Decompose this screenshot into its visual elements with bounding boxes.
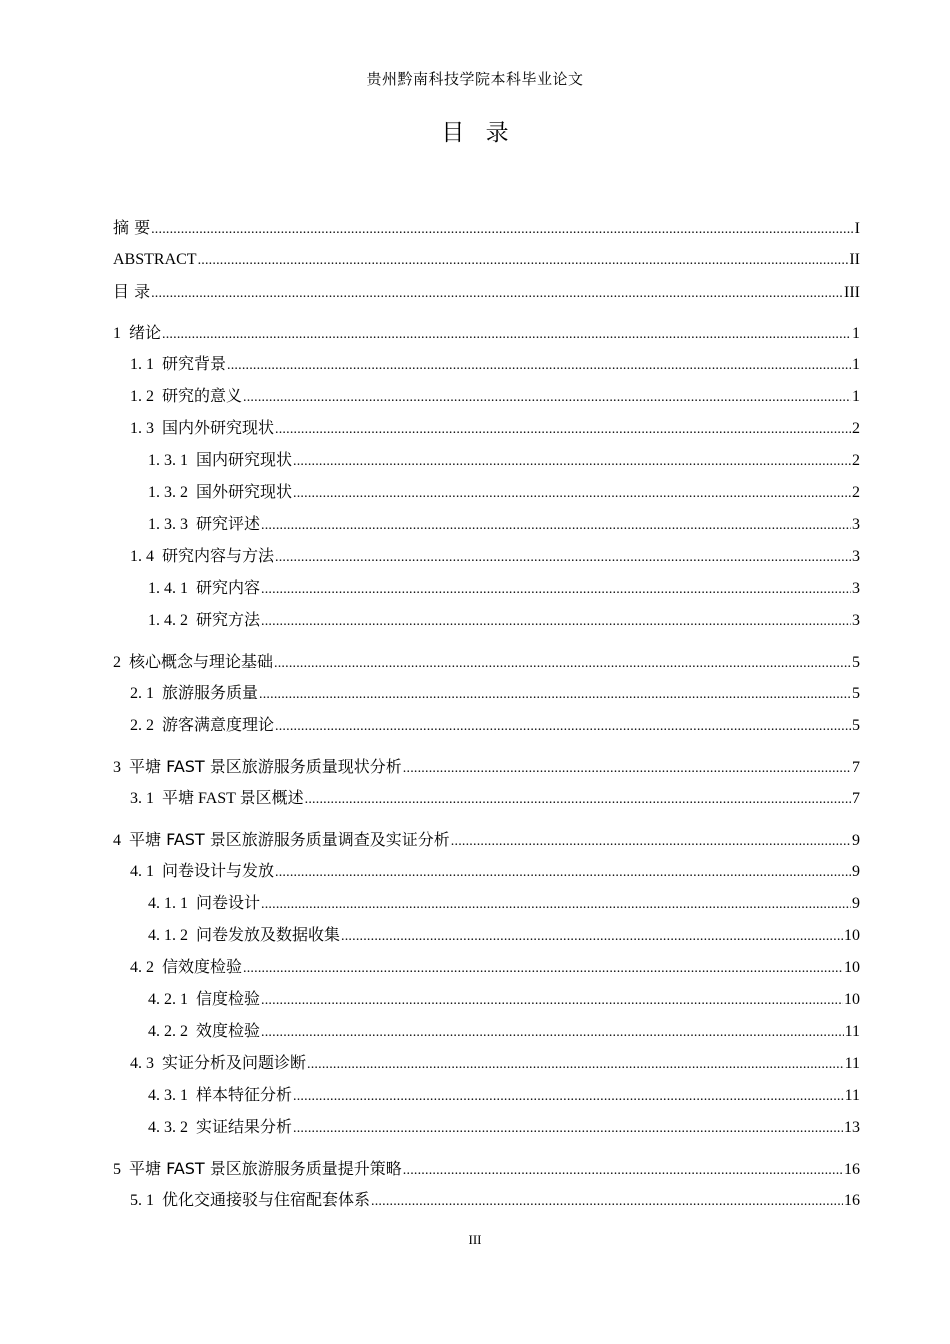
toc-entry-number: 4. 1. 2 [148, 927, 188, 944]
toc-entry[interactable] [113, 783, 860, 815]
toc-entry-page: 7 [852, 790, 860, 807]
toc-entry-page: 16 [844, 1161, 860, 1178]
toc-entry-page: II [849, 251, 860, 268]
toc-entry[interactable] [113, 678, 860, 710]
toc-entry-page: 11 [844, 1055, 860, 1072]
toc-entry-number: 3. 1 [130, 790, 154, 807]
toc-entry-number: 1. 3 [130, 420, 154, 437]
toc-entry[interactable] [113, 212, 860, 244]
toc-entry-page: 1 [852, 325, 860, 342]
toc-entry-page: 3 [852, 548, 860, 565]
dot-leader [151, 214, 854, 246]
toc-entry-page: 2 [852, 420, 860, 437]
toc-entry[interactable] [113, 477, 860, 509]
toc-entry-number: 4. 1 [130, 863, 154, 880]
toc-entry-number: 4 [113, 832, 121, 849]
toc-entry-label: 国内外研究现状 [162, 420, 275, 437]
toc-entry-label: ABSTRACT [113, 251, 197, 268]
toc-entry-number: 4. 3 [130, 1055, 154, 1072]
toc-entry-page: 1 [852, 388, 860, 405]
toc-entry-number: 4. 1. 1 [148, 895, 188, 912]
toc-entry[interactable] [113, 1080, 860, 1112]
toc-entry-page: 9 [852, 832, 860, 849]
toc-entry-label: 研究内容与方法 [162, 548, 275, 565]
toc-entry[interactable] [113, 824, 860, 856]
dot-leader [274, 648, 851, 680]
toc-entry[interactable] [113, 509, 860, 541]
toc-entry-number: 1. 3. 2 [148, 484, 188, 501]
toc-entry[interactable] [113, 920, 860, 952]
toc-entry[interactable] [113, 710, 860, 742]
dot-leader [275, 857, 851, 889]
toc-entry-number: 3 [113, 759, 121, 776]
toc-entry-label: 核心概念与理论基础 [129, 652, 274, 671]
dot-leader [261, 510, 851, 542]
toc-entry-label: 平塘 FAST 景区概述 [162, 790, 304, 807]
toc-entry[interactable] [113, 751, 860, 783]
toc-entry[interactable] [113, 646, 860, 678]
toc-entry-label: 信效度检验 [162, 959, 243, 976]
dot-leader [275, 414, 851, 446]
dot-leader [341, 921, 843, 953]
toc-entry-label: 研究评述 [196, 516, 261, 533]
dot-leader [371, 1186, 843, 1218]
toc-entry-page: 5 [852, 717, 860, 734]
toc-entry-page: 11 [844, 1023, 860, 1040]
toc-entry[interactable] [113, 349, 860, 381]
toc-entry[interactable] [113, 605, 860, 637]
toc-entry[interactable] [113, 1048, 860, 1080]
dot-leader [261, 985, 843, 1017]
dot-leader [151, 278, 843, 310]
toc-entry-number: 5. 1 [130, 1192, 154, 1209]
toc-entry[interactable] [113, 984, 860, 1016]
toc-entry-label: 研究背景 [162, 356, 227, 373]
toc-entry-page: 3 [852, 516, 860, 533]
toc-entry-number: 1. 3. 3 [148, 516, 188, 533]
toc-title: 目 录 [441, 120, 509, 146]
toc-entry-number: 4. 3. 2 [148, 1119, 188, 1136]
dot-leader [227, 350, 851, 382]
toc-entry-page: 9 [852, 895, 860, 912]
toc-entry[interactable] [113, 1153, 860, 1185]
toc-entry[interactable] [113, 244, 860, 276]
toc-entry-label: 国内研究现状 [196, 452, 293, 469]
dot-leader [261, 574, 851, 606]
toc-entry-label: 实证结果分析 [196, 1119, 293, 1136]
toc-entry[interactable] [113, 413, 860, 445]
toc-entry-number: 1. 4. 2 [148, 612, 188, 629]
dot-leader [261, 889, 851, 921]
dot-leader [261, 606, 851, 638]
toc-entry-number: 1. 4. 1 [148, 580, 188, 597]
toc-entry-page: III [844, 284, 860, 301]
toc-entry-page: 2 [852, 484, 860, 501]
dot-leader [403, 1155, 843, 1187]
toc-entry-page: 11 [844, 1087, 860, 1104]
dot-leader [275, 542, 851, 574]
toc-entry-page: 16 [844, 1192, 860, 1209]
dot-leader [293, 1113, 843, 1145]
toc-entry-label: 优化交通接驳与住宿配套体系 [162, 1192, 371, 1209]
toc-entry[interactable] [113, 276, 860, 308]
dot-leader [162, 319, 851, 351]
toc-entry[interactable] [113, 1185, 860, 1217]
toc-entry-page: 10 [844, 959, 860, 976]
toc-entry-label: 平塘 FAST 景区旅游服务质量调查及实证分析 [129, 830, 450, 849]
toc-entry-label: 研究内容 [196, 580, 261, 597]
toc-entry-number: 2 [113, 654, 121, 671]
toc-entry-label: 问卷设计 [196, 895, 261, 912]
toc-entry-number: 2. 2 [130, 717, 154, 734]
toc-entry[interactable] [113, 317, 860, 349]
toc-entry-page: 5 [852, 654, 860, 671]
toc-entry-page: 10 [844, 991, 860, 1008]
dot-leader [293, 1081, 844, 1113]
dot-leader [259, 679, 851, 711]
toc-entry-number: 4. 2. 1 [148, 991, 188, 1008]
dot-leader [451, 826, 851, 858]
toc-entry-number: 1. 3. 1 [148, 452, 188, 469]
toc-entry-label: 旅游服务质量 [162, 685, 259, 702]
toc-entry[interactable] [113, 856, 860, 888]
toc-entry-number: 4. 3. 1 [148, 1087, 188, 1104]
toc-entry-label: 平塘 FAST 景区旅游服务质量现状分析 [129, 757, 402, 776]
toc-entry-page: 5 [852, 685, 860, 702]
dot-leader [243, 382, 851, 414]
toc-entry-page: 9 [852, 863, 860, 880]
toc-entry-number: 5 [113, 1161, 121, 1178]
toc-entry[interactable] [113, 573, 860, 605]
toc-entry-label: 平塘 FAST 景区旅游服务质量提升策略 [129, 1159, 402, 1178]
dot-leader [275, 711, 851, 743]
toc-entry-number: 2. 1 [130, 685, 154, 702]
toc-entry-label: 问卷设计与发放 [162, 863, 275, 880]
toc-entry[interactable] [113, 381, 860, 413]
toc-entry-label: 研究方法 [196, 612, 261, 629]
dot-leader [293, 478, 851, 510]
toc-entry-number: 1. 1 [130, 356, 154, 373]
toc-entry-label: 实证分析及问题诊断 [162, 1055, 307, 1072]
toc-entry-label: 研究的意义 [162, 388, 243, 405]
toc-entry[interactable] [113, 952, 860, 984]
toc-entry-label: 效度检验 [196, 1023, 261, 1040]
toc-entry-page: 2 [852, 452, 860, 469]
toc-entry-label: 国外研究现状 [196, 484, 293, 501]
toc-entry-label: 样本特征分析 [196, 1087, 293, 1104]
dot-leader [261, 1017, 844, 1049]
toc-entry-number: 1 [113, 325, 121, 342]
toc-entry-page: I [854, 220, 860, 237]
dot-leader [307, 1049, 844, 1081]
toc-entry-label: 游客满意度理论 [162, 717, 275, 734]
toc-entry[interactable] [113, 445, 860, 477]
toc-entry[interactable] [113, 541, 860, 573]
table-of-contents [113, 212, 860, 1217]
toc-entry-page: 1 [852, 356, 860, 373]
toc-entry-label: 目 录 [113, 282, 151, 301]
toc-entry-number: 1. 2 [130, 388, 154, 405]
toc-entry-page: 13 [844, 1119, 860, 1136]
toc-entry[interactable] [113, 1016, 860, 1048]
toc-entry-label: 绪论 [129, 323, 162, 342]
dot-leader [305, 784, 851, 816]
toc-entry-label: 信度检验 [196, 991, 261, 1008]
toc-entry-label: 问卷发放及数据收集 [196, 927, 341, 944]
toc-entry-page: 7 [852, 759, 860, 776]
toc-entry-number: 1. 4 [130, 548, 154, 565]
toc-entry-number: 4. 2 [130, 959, 154, 976]
toc-entry-page: 3 [852, 612, 860, 629]
page-number: III [468, 1232, 482, 1247]
toc-entry[interactable] [113, 1112, 860, 1144]
dot-leader [293, 446, 851, 478]
toc-entry[interactable] [113, 888, 860, 920]
toc-entry-page: 3 [852, 580, 860, 597]
toc-entry-label: 摘 要 [113, 218, 151, 237]
dot-leader [403, 753, 851, 785]
toc-entry-number: 4. 2. 2 [148, 1023, 188, 1040]
running-header: 贵州黔南科技学院本科毕业论文 [366, 72, 584, 88]
dot-leader [243, 953, 843, 985]
toc-entry-page: 10 [844, 927, 860, 944]
dot-leader [198, 245, 849, 277]
